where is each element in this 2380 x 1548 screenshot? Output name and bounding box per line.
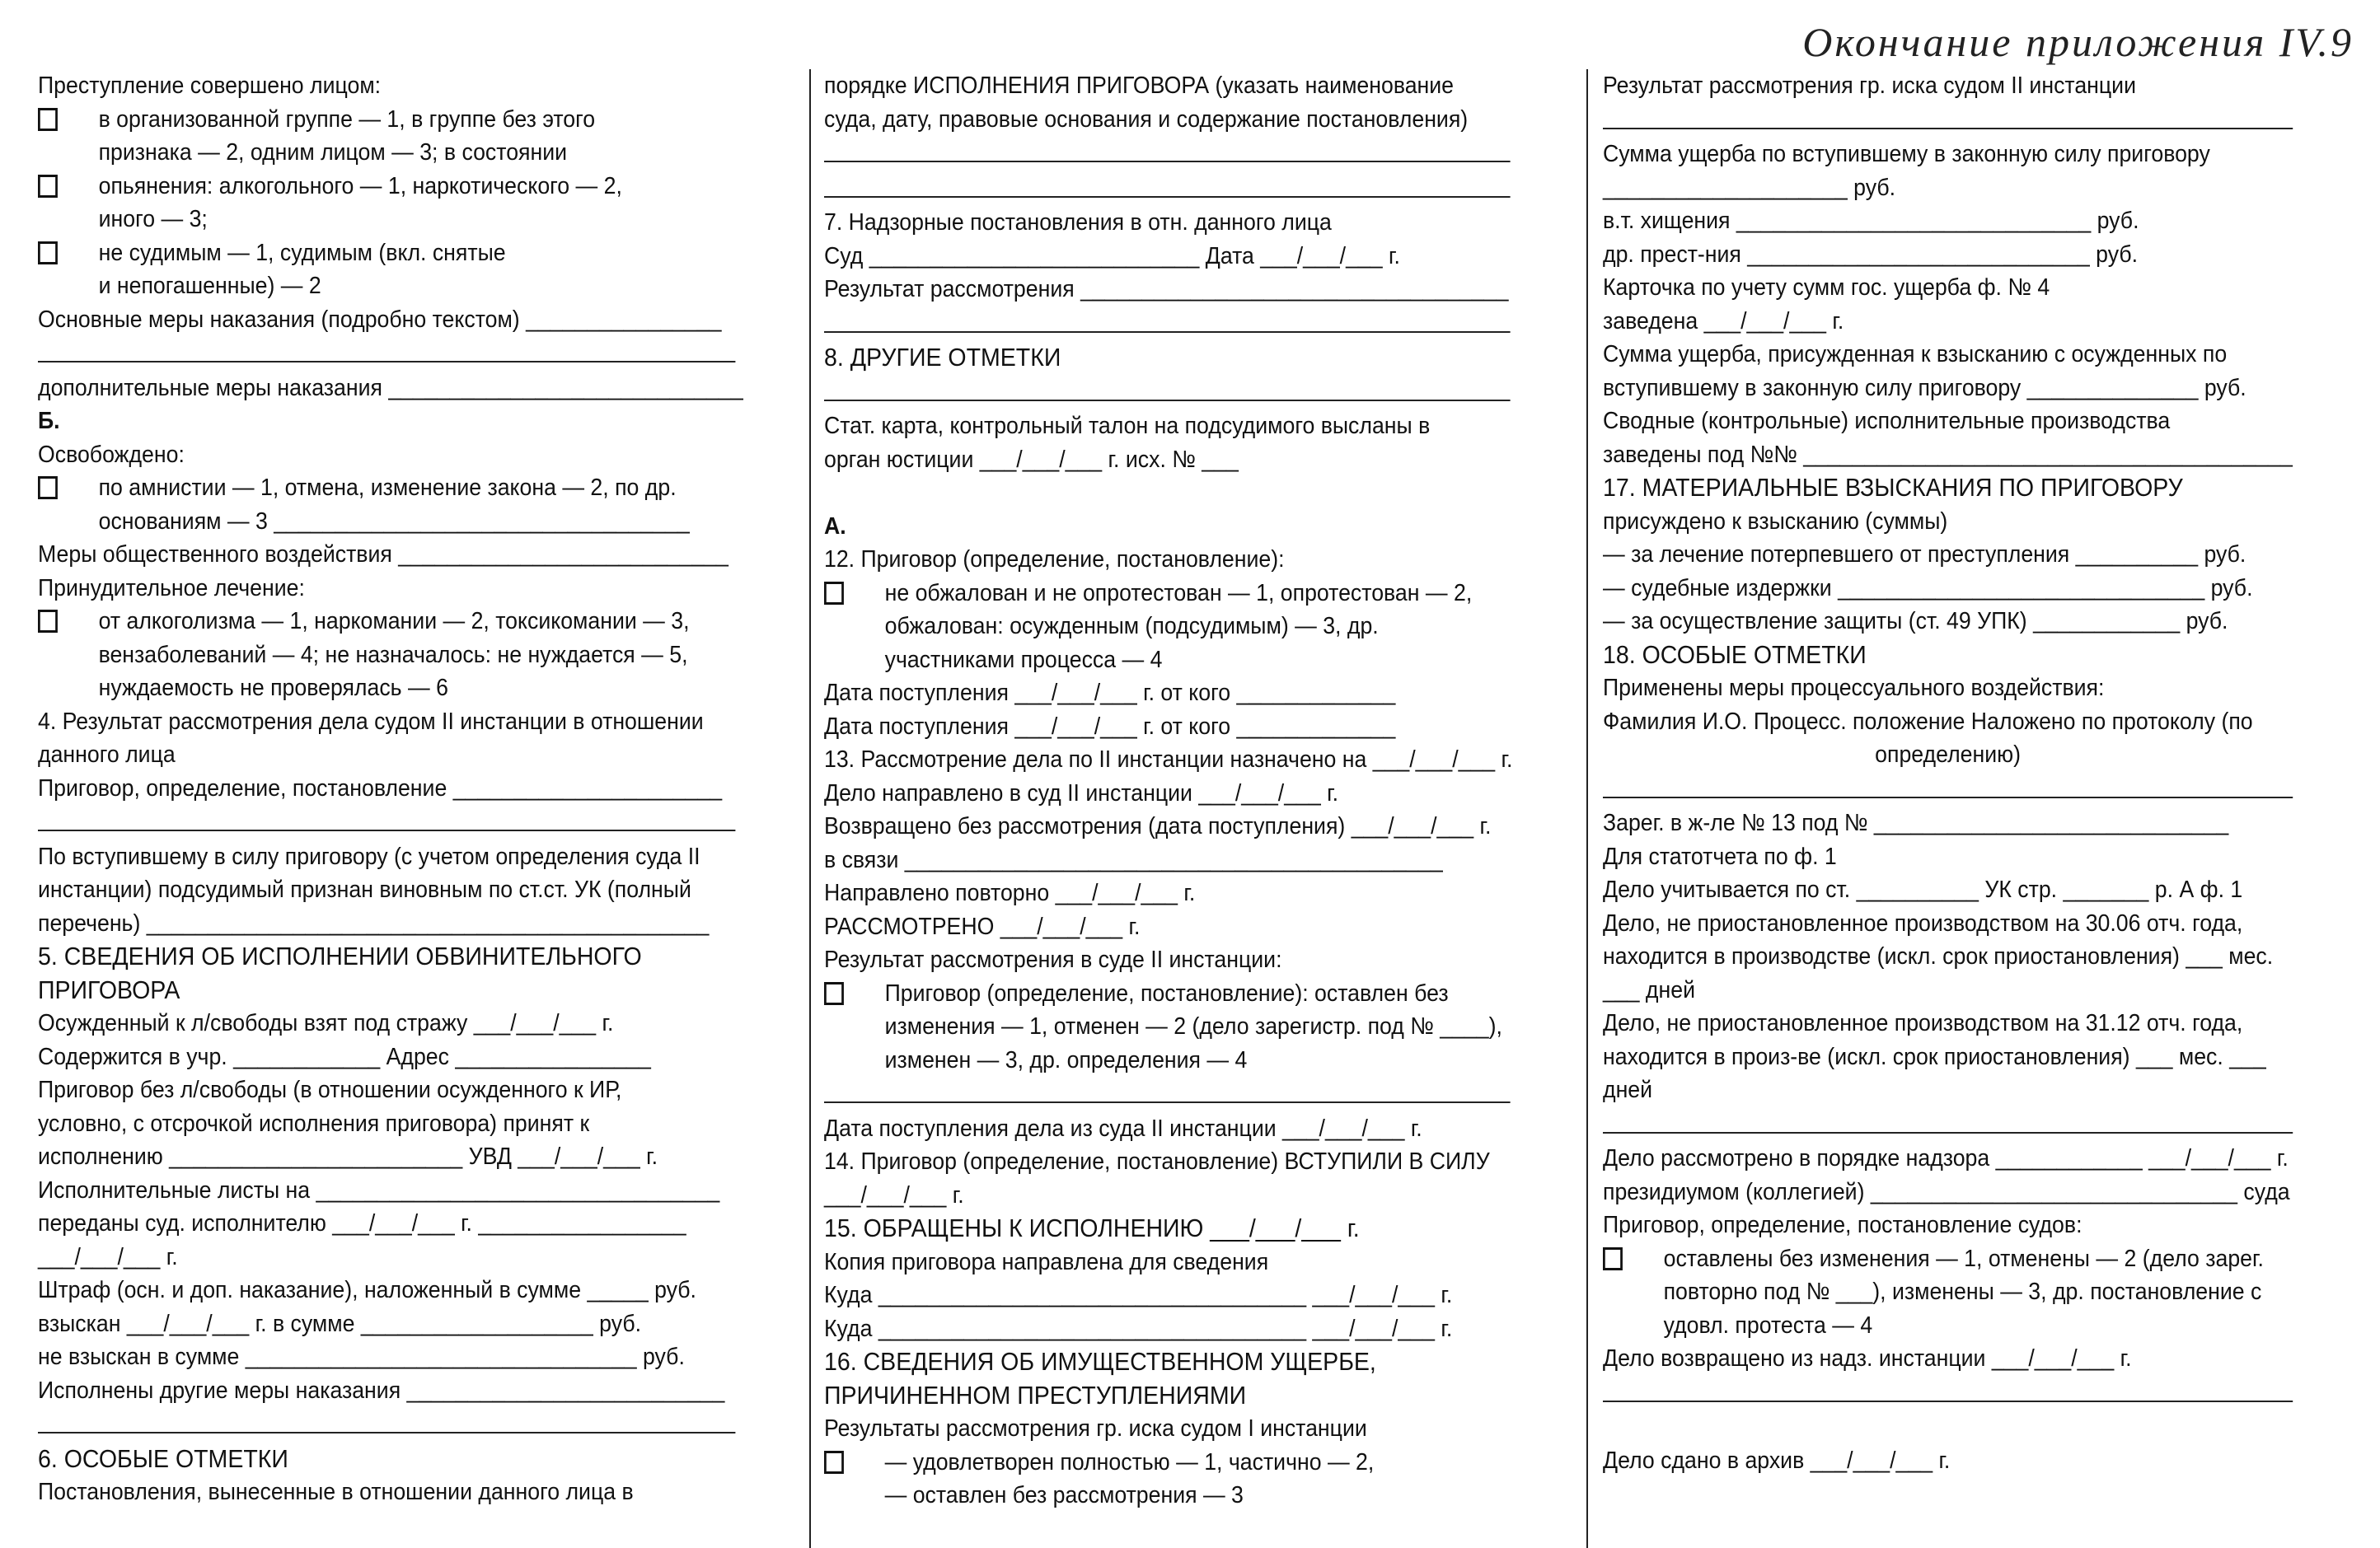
form-line-text: А. bbox=[824, 512, 846, 540]
form-line-text: признака — 2, одним лицом — 3; в состоянии bbox=[98, 139, 568, 166]
form-line bbox=[824, 977, 1511, 1011]
form-line bbox=[38, 505, 735, 539]
form-line-text: Применены меры процессуального воздействия: bbox=[1603, 675, 2105, 701]
form-line bbox=[38, 438, 735, 472]
form-line-text: находится в произ-ве (искл. срок приостановления) ___ мес. ___ bbox=[1603, 1043, 2266, 1070]
form-line-text: 14. Приговор (определение, постановление) ВСТУПИЛИ В СИЛУ bbox=[824, 1148, 1490, 1175]
form-line bbox=[824, 1044, 1511, 1078]
form-line bbox=[1603, 338, 2293, 372]
form-line-text: удовл. протеста — 4 bbox=[1663, 1312, 1873, 1339]
form-line bbox=[824, 103, 1511, 137]
form-line bbox=[824, 1379, 1511, 1413]
form-line bbox=[824, 1212, 1511, 1246]
form-line-text: Дело рассмотрено в порядке надзора ____________ ___/___/___ г. bbox=[1603, 1145, 2289, 1172]
form-line bbox=[824, 577, 1511, 610]
form-line bbox=[38, 538, 735, 572]
form-line-text: орган юстиции ___/___/___ г. исх. № ___ bbox=[824, 446, 1239, 473]
form-line-text: заведена ___/___/___ г. bbox=[1603, 307, 1844, 334]
form-line bbox=[38, 1140, 735, 1174]
form-line bbox=[1603, 807, 2293, 840]
form-line bbox=[38, 303, 735, 337]
form-line-text: Меры общественного воздействия ___________________________ bbox=[38, 541, 729, 568]
form-line-text: Результат рассмотрения гр. иска судом II инстанции bbox=[1603, 72, 2136, 99]
form-line bbox=[824, 1412, 1511, 1446]
form-line bbox=[1603, 705, 2293, 739]
code-checkbox[interactable] bbox=[38, 175, 58, 198]
form-line-text: исполнению ________________________ УВД ___/___/___ г. bbox=[38, 1143, 658, 1170]
form-line-text: — оставлен без рассмотрения — 3 bbox=[884, 1482, 1244, 1508]
form-line bbox=[1603, 471, 2293, 505]
form-line-text: Результат рассмотрения в суде II инстанции: bbox=[824, 947, 1282, 973]
form-line bbox=[824, 1446, 1511, 1480]
form-line bbox=[824, 240, 1511, 274]
form-line-text: 13. Рассмотрение дела по II инстанции назначено на ___/___/___ г. bbox=[824, 746, 1513, 773]
form-line bbox=[1603, 940, 2293, 974]
form-line bbox=[38, 1107, 735, 1141]
code-checkbox[interactable] bbox=[38, 108, 58, 131]
form-line bbox=[38, 572, 735, 606]
blank-fill-line[interactable] bbox=[824, 171, 1511, 198]
form-line bbox=[38, 772, 735, 806]
form-line-text: находится в производстве (искл. срок приостановления) ___ мес. bbox=[1603, 943, 2274, 970]
form-line bbox=[38, 705, 735, 739]
form-line-text: Куда ___________________________________ ___/___/___ г. bbox=[824, 1315, 1453, 1342]
form-line-text: оставлены без изменения — 1, отменены — 2 (дело зарег. bbox=[1663, 1245, 2264, 1272]
form-line-text: обжалован: осужденным (подсудимым) — 3, др. bbox=[884, 613, 1379, 639]
form-line bbox=[1603, 1275, 2293, 1309]
form-line bbox=[824, 1010, 1511, 1044]
form-line-text: Стат. карта, контрольный талон на подсудимого высланы в bbox=[824, 413, 1431, 439]
form-line-text: присуждено к взысканию (суммы) bbox=[1603, 507, 1948, 535]
form-line-text: Сумма ущерба, присужденная к взысканию с осужденных по bbox=[1603, 341, 2228, 367]
form-line bbox=[38, 405, 735, 438]
form-line bbox=[824, 341, 1511, 375]
form-line bbox=[824, 1345, 1511, 1379]
form-line bbox=[1603, 1242, 2293, 1276]
form-line bbox=[38, 471, 735, 505]
form-line-text: 18. ОСОБЫЕ ОТМЕТКИ bbox=[1603, 639, 1867, 669]
form-line-text: Копия приговора направлена для сведения bbox=[824, 1248, 1269, 1275]
form-line bbox=[824, 943, 1511, 977]
blank-fill-line[interactable] bbox=[824, 136, 1511, 162]
form-line bbox=[1603, 204, 2293, 238]
form-line-text: 16. СВЕДЕНИЯ ОБ ИМУЩЕСТВЕННОМ УЩЕРБЕ, bbox=[824, 1347, 1376, 1376]
form-line-text: Дело сдано в архив ___/___/___ г. bbox=[1603, 1447, 1951, 1474]
blank-fill-line[interactable] bbox=[38, 805, 735, 831]
form-line bbox=[824, 409, 1511, 443]
form-line bbox=[1603, 671, 2293, 705]
form-line bbox=[1603, 638, 2293, 672]
form-line bbox=[824, 910, 1511, 944]
form-line bbox=[824, 1312, 1511, 1346]
form-line bbox=[824, 1279, 1511, 1312]
form-line-text: др. прест-ния ____________________________ руб. bbox=[1603, 241, 2139, 268]
form-line-text: Преступление совершено лицом: bbox=[38, 72, 382, 99]
code-checkbox[interactable] bbox=[38, 476, 58, 499]
form-line-text: инстанции) подсудимый признан виновным по ст.ст. УК (полный bbox=[38, 877, 691, 903]
form-line bbox=[1603, 738, 2293, 772]
form-line bbox=[1603, 840, 2293, 874]
form-line bbox=[824, 543, 1511, 577]
code-checkbox[interactable] bbox=[824, 1451, 844, 1474]
form-line bbox=[38, 170, 735, 203]
form-line bbox=[38, 873, 735, 907]
form-line-text: 17. МАТЕРИАЛЬНЫЕ ВЗЫСКАНИЯ ПО ПРИГОВОРУ bbox=[1603, 473, 2183, 502]
form-line bbox=[1603, 1209, 2293, 1242]
form-line-text: переданы суд. исполнителю ___/___/___ г. _________________ bbox=[38, 1210, 686, 1237]
form-line-text: Сводные (контрольные) исполнительные производства bbox=[1603, 408, 2171, 434]
form-line-text: 7. Надзорные постановления в отн. данного лица bbox=[824, 209, 1332, 236]
blank-fill-line[interactable] bbox=[38, 1407, 735, 1433]
form-line bbox=[824, 443, 1511, 477]
form-line-text: заведены под №№ ________________________________________ bbox=[1603, 441, 2293, 468]
form-line-text: перечень) ______________________________________________ bbox=[38, 910, 710, 937]
form-line-text: данного лица bbox=[38, 741, 176, 768]
form-line-text: изменения — 1, отменен — 2 (дело зарегистр. под № ____), bbox=[884, 1013, 1502, 1040]
form-line bbox=[38, 671, 735, 705]
form-line bbox=[1603, 605, 2293, 638]
form-line bbox=[38, 1443, 735, 1476]
form-line bbox=[38, 1340, 735, 1374]
form-line bbox=[38, 1207, 735, 1241]
form-line-text: Фамилия И.О. Процесс. положение Наложено по протоколу (по bbox=[1603, 708, 2253, 735]
form-line bbox=[824, 69, 1511, 103]
form-line bbox=[1603, 238, 2293, 272]
form-line bbox=[1603, 1410, 2293, 1444]
form-line bbox=[1603, 1041, 2293, 1074]
form-line bbox=[1603, 1342, 2293, 1376]
form-line bbox=[38, 638, 735, 672]
form-line-text: Дата поступления дела из суда II инстанции ___/___/___ г. bbox=[824, 1115, 1422, 1142]
form-line bbox=[38, 907, 735, 941]
code-checkbox[interactable] bbox=[38, 610, 58, 633]
form-line-text: 15. ОБРАЩЕНЫ К ИСПОЛНЕНИЮ ___/___/___ г. bbox=[824, 1214, 1360, 1242]
form-line bbox=[1603, 405, 2293, 438]
form-line bbox=[824, 676, 1511, 710]
form-line bbox=[1603, 305, 2293, 339]
form-line-text: 12. Приговор (определение, постановление): bbox=[824, 546, 1285, 573]
form-line-text: 6. ОСОБЫЕ ОТМЕТКИ bbox=[38, 1443, 288, 1473]
form-line-text: основаниям — 3 __________________________________ bbox=[98, 507, 690, 535]
blank-fill-line[interactable] bbox=[1603, 1376, 2293, 1402]
form-line-text: президиумом (коллегией) ______________________________ суда bbox=[1603, 1178, 2290, 1205]
form-line bbox=[1603, 1007, 2293, 1041]
form-line bbox=[824, 777, 1511, 811]
form-line-text: Приговор, определение, постановление судов: bbox=[1603, 1212, 2082, 1238]
form-line-text: — за осуществление защиты (ст. 49 УПК) ____________ руб. bbox=[1603, 608, 2228, 634]
form-line bbox=[824, 273, 1511, 306]
form-line bbox=[824, 1479, 1511, 1513]
form-line-text: изменен — 3, др. определения — 4 bbox=[884, 1046, 1248, 1073]
form-line-text: Содержится в учр. ____________ Адрес ________________ bbox=[38, 1043, 651, 1070]
blank-fill-line[interactable] bbox=[1603, 772, 2293, 798]
form-line bbox=[1603, 171, 2293, 205]
form-line-text: Дата поступления ___/___/___ г. от кого _____________ bbox=[824, 713, 1396, 740]
form-line-text: условно, с отсрочкой исполнения приговора) принят к bbox=[38, 1110, 590, 1137]
form-line-text: Дело направлено в суд II инстанции ___/___/___ г. bbox=[824, 779, 1339, 807]
form-line bbox=[1603, 907, 2293, 941]
code-checkbox[interactable] bbox=[1603, 1247, 1623, 1270]
form-line bbox=[824, 610, 1511, 643]
form-line-text: Куда ___________________________________ ___/___/___ г. bbox=[824, 1282, 1453, 1308]
form-line-text: в организованной группе — 1, в группе без этого bbox=[98, 105, 596, 133]
form-line-text: участниками процесса — 4 bbox=[884, 646, 1163, 673]
form-line-text: — за лечение потерпевшего от преступления __________ руб. bbox=[1603, 541, 2246, 568]
form-line-text: Постановления, вынесенные в отношении данного лица в bbox=[38, 1479, 634, 1505]
form-line bbox=[38, 136, 735, 170]
form-line bbox=[38, 1307, 735, 1341]
form-line-text: Результаты рассмотрения гр. иска судом I инстанции bbox=[824, 1415, 1367, 1442]
form-line-text: ___ дней bbox=[1603, 976, 1695, 1003]
form-column-2 bbox=[824, 69, 1570, 1513]
form-line bbox=[38, 1241, 735, 1274]
form-line-text: Приговор (определение, постановление): оставлен без bbox=[884, 980, 1449, 1007]
form-line bbox=[38, 1374, 735, 1408]
column-divider bbox=[1586, 69, 1588, 1548]
form-line bbox=[824, 1246, 1511, 1279]
form-line-text: ПРИЧИНЕННОМ ПРЕСТУПЛЕНИЯМИ bbox=[824, 1380, 1247, 1410]
form-line bbox=[38, 1274, 735, 1307]
form-line-text: Результат рассмотрения ___________________________________ bbox=[824, 276, 1509, 302]
form-line-text: по амнистии — 1, отмена, изменение закона — 2, по др. bbox=[98, 475, 677, 501]
form-column-3 bbox=[1603, 69, 2353, 1477]
form-line bbox=[824, 206, 1511, 240]
form-line bbox=[824, 743, 1511, 777]
form-line bbox=[38, 372, 743, 405]
form-line-text: 8. ДРУГИЕ ОТМЕТКИ bbox=[824, 343, 1061, 372]
form-line bbox=[824, 1112, 1511, 1146]
page-header: Окончание приложения IV.9 bbox=[1802, 19, 2354, 65]
blank-fill-line[interactable] bbox=[824, 306, 1511, 333]
form-line bbox=[38, 203, 735, 236]
form-line bbox=[824, 510, 1511, 544]
form-line-text: Исполнены другие меры наказания __________________________ bbox=[38, 1377, 725, 1404]
form-line bbox=[824, 1179, 1511, 1213]
form-line bbox=[38, 1007, 735, 1041]
form-line-text: суда, дату, правовые основания и содержание постановления) bbox=[824, 105, 1469, 133]
form-line-text: Приговор, определение, постановление ______________________ bbox=[38, 774, 723, 802]
form-line bbox=[824, 877, 1511, 910]
form-line bbox=[38, 1041, 735, 1074]
form-line-text: Для статотчета по ф. 1 bbox=[1603, 843, 1837, 870]
form-line-text: Основные меры наказания (подробно текстом) ________________ bbox=[38, 306, 722, 333]
form-line bbox=[1603, 974, 2293, 1008]
form-line-text: ___/___/___ г. bbox=[824, 1181, 964, 1209]
form-line bbox=[1603, 873, 2293, 907]
form-line bbox=[824, 810, 1511, 844]
form-line bbox=[1603, 372, 2293, 405]
form-line-text: Освобождено: bbox=[38, 441, 185, 468]
form-line-text: Дело возвращено из надз. инстанции ___/___/___ г. bbox=[1603, 1345, 2132, 1372]
form-line-text: дополнительные меры наказания _____________________________ bbox=[38, 374, 743, 401]
form-line bbox=[1603, 1142, 2293, 1176]
form-line-text: в связи ____________________________________________ bbox=[824, 846, 1443, 873]
form-line-text: вензаболеваний — 4; не назначалось: не нуждается — 5, bbox=[98, 641, 688, 668]
form-line-text: РАССМОТРЕНО ___/___/___ г. bbox=[824, 913, 1141, 940]
form-line bbox=[1603, 505, 2293, 539]
form-line-text: Сумма ущерба по вступившему в законную силу приговору bbox=[1603, 141, 2210, 167]
form-line-text: ___/___/___ г. bbox=[38, 1243, 178, 1270]
form-column-1 bbox=[38, 69, 796, 1509]
form-line bbox=[1603, 138, 2293, 171]
code-checkbox[interactable] bbox=[38, 241, 58, 264]
form-line-text: Дело, не приостановленное производством на 30.06 отч. года, bbox=[1603, 910, 2243, 937]
form-line-text: — судебные издержки ______________________________ руб. bbox=[1603, 574, 2253, 601]
form-line-text: вступившему в законную силу приговору ______________ руб. bbox=[1603, 374, 2246, 401]
form-line-text: не взыскан в сумме ________________________________ руб. bbox=[38, 1344, 685, 1370]
form-line-text: не судимым — 1, судимым (вкл. снятые bbox=[98, 239, 506, 266]
blank-fill-line[interactable] bbox=[1603, 103, 2293, 129]
form-line-text: — удовлетворен полностью — 1, частично — 2, bbox=[884, 1448, 1375, 1476]
blank-fill-line[interactable] bbox=[824, 375, 1511, 401]
form-line-text: нуждаемость не проверялась — 6 bbox=[98, 675, 448, 701]
form-line-text: Суд ___________________________ Дата ___/___/___ г. bbox=[824, 242, 1400, 269]
form-line bbox=[38, 1174, 735, 1208]
form-line-text: взыскан ___/___/___ г. в сумме ___________________ руб. bbox=[38, 1310, 642, 1337]
form-line bbox=[1603, 271, 2293, 305]
blank-fill-line[interactable] bbox=[1603, 1107, 2293, 1134]
form-line bbox=[38, 840, 735, 874]
form-line-text: Исполнительные листы на _________________________________ bbox=[38, 1176, 720, 1204]
form-line-text: ____________________ руб. bbox=[1603, 174, 1896, 201]
column-divider bbox=[809, 69, 811, 1548]
form-line-text: Карточка по учету сумм гос. ущерба ф. № 4 bbox=[1603, 274, 2050, 301]
form-line bbox=[824, 643, 1511, 677]
code-checkbox[interactable] bbox=[824, 982, 844, 1005]
form-line-text: Зарег. в ж-ле № 13 под № _____________________________ bbox=[1603, 810, 2229, 836]
form-line bbox=[824, 710, 1511, 744]
form-line-text: Приговор без л/свободы (в отношении осужденного к ИР, bbox=[38, 1077, 622, 1103]
form-line-text: и непогашенные) — 2 bbox=[98, 273, 321, 299]
form-line-text: Направлено повторно ___/___/___ г. bbox=[824, 880, 1196, 906]
form-line bbox=[824, 476, 1511, 510]
form-line-text: Дата поступления ___/___/___ г. от кого _____________ bbox=[824, 680, 1396, 706]
form-line bbox=[1603, 1073, 2293, 1107]
form-line-text: ПРИГОВОРА bbox=[38, 975, 180, 1004]
form-line-text: Штраф (осн. и доп. наказание), наложенный в сумме _____ руб. bbox=[38, 1277, 696, 1303]
form-line bbox=[38, 1476, 735, 1509]
form-line bbox=[1603, 1309, 2293, 1343]
code-checkbox[interactable] bbox=[824, 582, 844, 605]
form-line bbox=[38, 69, 735, 103]
form-line bbox=[38, 605, 735, 638]
form-line bbox=[824, 1145, 1511, 1179]
form-line-text: порядке ИСПОЛНЕНИЯ ПРИГОВОРА (указать наименование bbox=[824, 72, 1455, 99]
form-line bbox=[38, 103, 735, 137]
form-line-text: Б. bbox=[38, 408, 60, 434]
form-line-text: Принудительное лечение: bbox=[38, 574, 305, 601]
form-line bbox=[38, 1073, 735, 1107]
form-line-text: Осужденный к л/свободы взят под стражу ___/___/___ г. bbox=[38, 1010, 614, 1036]
form-line bbox=[824, 844, 1511, 877]
form-line-text: опьянения: алкогольного — 1, наркотического — 2, bbox=[98, 172, 622, 199]
form-line bbox=[1603, 438, 2293, 472]
form-line bbox=[38, 236, 735, 270]
form-line bbox=[38, 940, 735, 974]
blank-fill-line[interactable] bbox=[38, 336, 735, 362]
form-line-text: Дело учитывается по ст. __________ УК стр. _______ р. А ф. 1 bbox=[1603, 877, 2243, 903]
form-line-text: Возвращено без рассмотрения (дата поступления) ___/___/___ г. bbox=[824, 813, 1492, 839]
form-line bbox=[1603, 1176, 2293, 1209]
form-line bbox=[1603, 538, 2293, 572]
form-line-text: По вступившему в силу приговору (с учетом определения суда II bbox=[38, 843, 700, 870]
form-line-text: иного — 3; bbox=[98, 206, 208, 232]
blank-fill-line[interactable] bbox=[824, 1077, 1511, 1103]
form-line-text: Дело, не приостановленное производством на 31.12 отч. года, bbox=[1603, 1010, 2243, 1036]
form-line-text: повторно под № ___), изменены — 3, др. постановление с bbox=[1663, 1279, 2262, 1305]
form-line-text: от алкоголизма — 1, наркомании — 2, токсикомании — 3, bbox=[98, 608, 690, 634]
form-line-text: 5. СВЕДЕНИЯ ОБ ИСПОЛНЕНИИ ОБВИНИТЕЛЬНОГО bbox=[38, 942, 642, 970]
form-line-text: в.т. хищения _____________________________ руб. bbox=[1603, 208, 2139, 234]
form-line-text: дней bbox=[1603, 1077, 1653, 1103]
form-line-text: определению) bbox=[1875, 741, 2022, 768]
form-line bbox=[38, 738, 735, 772]
form-line bbox=[1603, 572, 2293, 606]
form-line bbox=[38, 974, 735, 1008]
form-line bbox=[1603, 1444, 2293, 1478]
form-line bbox=[1603, 69, 2293, 103]
form-line-text: 4. Результат рассмотрения дела судом II инстанции в отношении bbox=[38, 708, 704, 735]
form-line-text: не обжалован и не опротестован — 1, опротестован — 2, bbox=[884, 579, 1473, 606]
form-line bbox=[38, 269, 735, 303]
